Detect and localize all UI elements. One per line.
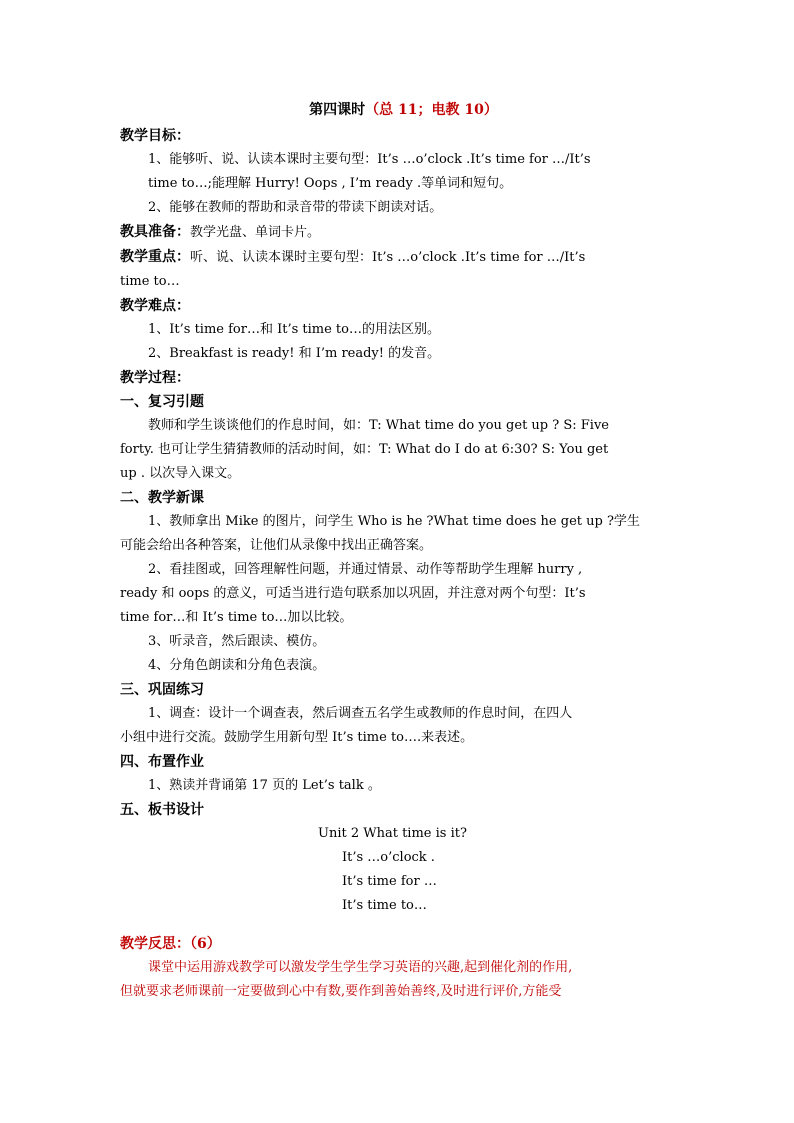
board-line-1: Unit 2 What time is it? xyxy=(318,826,467,841)
key-points-line-b: time to… xyxy=(120,274,180,289)
section-1-title: 一、复习引题 xyxy=(120,394,204,410)
reflection-line-b: 但就要求老师课前一定要做到心中有数,要作到善始善终,及时进行评价,方能受 xyxy=(120,984,562,999)
section-2-item-4: 4、分角色朗读和分角色表演。 xyxy=(148,658,326,673)
difficulty-2: 2、Breakfast is ready! 和 I’m ready! 的发音。 xyxy=(148,346,441,361)
section-3-title: 三、巩固练习 xyxy=(120,682,204,698)
title-main: 第四课时 xyxy=(309,102,366,118)
board-line-4: It’s time to… xyxy=(342,898,427,913)
section-2-item-2-b: ready 和 oops 的意义，可适当进行造句联系加以巩固，并注意对两个句型：It’s xyxy=(120,586,586,601)
key-points-text-a: 听、说、认读本课时主要句型：It’s …o’clock .It’s time for …/It’s xyxy=(190,250,586,265)
document-body xyxy=(120,100,675,1004)
reflection-line-a: 课堂中运用游戏教学可以激发学生学生学习英语的兴趣,起到催化剂的作用, xyxy=(148,960,573,975)
section-3-item-1-b: 小组中进行交流。鼓励学生用新句型 It’s time to….来表述。 xyxy=(120,730,474,745)
section-2-item-2-c: time for…和 It’s time to…加以比较。 xyxy=(120,610,353,625)
title-paren: （总 11；电教 10） xyxy=(365,102,498,118)
section-3-item-1-a: 1、调查：设计一个调查表，然后调查五名学生或教师的作息时间，在四人 xyxy=(148,706,573,721)
materials-text: 教学光盘、单词卡片。 xyxy=(190,225,321,240)
section-2-item-1-b: 可能会给出各种答案，让他们从录像中找出正确答案。 xyxy=(120,538,433,553)
section-2-item-1-a: 1、教师拿出 Mike 的图片，问学生 Who is he ?What time does he get up ?学生 xyxy=(148,514,640,529)
section-1-line-c: up . 以次导入课文。 xyxy=(120,466,241,481)
materials-line xyxy=(120,220,675,245)
objective-1-line-a: 1、能够听、说、认读本课时主要句型：It’s …o’clock .It’s time for …/It’s xyxy=(148,152,591,167)
board-line-2: It’s …o’clock . xyxy=(342,850,435,865)
process-heading: 教学过程： xyxy=(120,370,190,386)
board-line-3: It’s time for … xyxy=(342,874,437,889)
key-points-heading: 教学重点： xyxy=(120,249,190,265)
objectives-heading: 教学目标： xyxy=(120,128,190,144)
section-4-title: 四、布置作业 xyxy=(120,754,204,770)
section-1-line-b: forty. 也可让学生猜猜教师的活动时间，如：T: What do I do at 6:30? S: You get xyxy=(120,442,609,457)
objective-2: 2、能够在教师的帮助和录音带的带读下朗读对话。 xyxy=(148,200,443,215)
section-5-title: 五、板书设计 xyxy=(120,802,204,818)
section-4-item-1: 1、熟读并背诵第 17 页的 Let’s talk 。 xyxy=(148,778,381,793)
materials-heading: 教具准备： xyxy=(120,224,190,240)
page-title xyxy=(120,100,675,120)
section-1-line-a: 教师和学生谈谈他们的作息时间，如：T: What time do you get up ? S: Five xyxy=(148,418,609,433)
difficulty-1: 1、It’s time for…和 It’s time to…的用法区别。 xyxy=(148,322,440,337)
difficulties-heading: 教学难点： xyxy=(120,298,190,314)
objective-1-line-b: time to…;能理解 Hurry! Oops , I’m ready .等单词和短句。 xyxy=(148,176,513,191)
section-2-item-2-a: 2、看挂图或，回答理解性问题，并通过情景、动作等帮助学生理解 hurry , xyxy=(148,562,583,577)
key-points-line-a xyxy=(120,245,675,270)
board-design xyxy=(120,822,675,918)
reflection-heading: 教学反思：（6） xyxy=(120,936,221,952)
spacer xyxy=(120,918,675,932)
section-2-item-3: 3、听录音，然后跟读、模仿。 xyxy=(148,634,326,649)
section-2-title: 二、教学新课 xyxy=(120,490,204,506)
